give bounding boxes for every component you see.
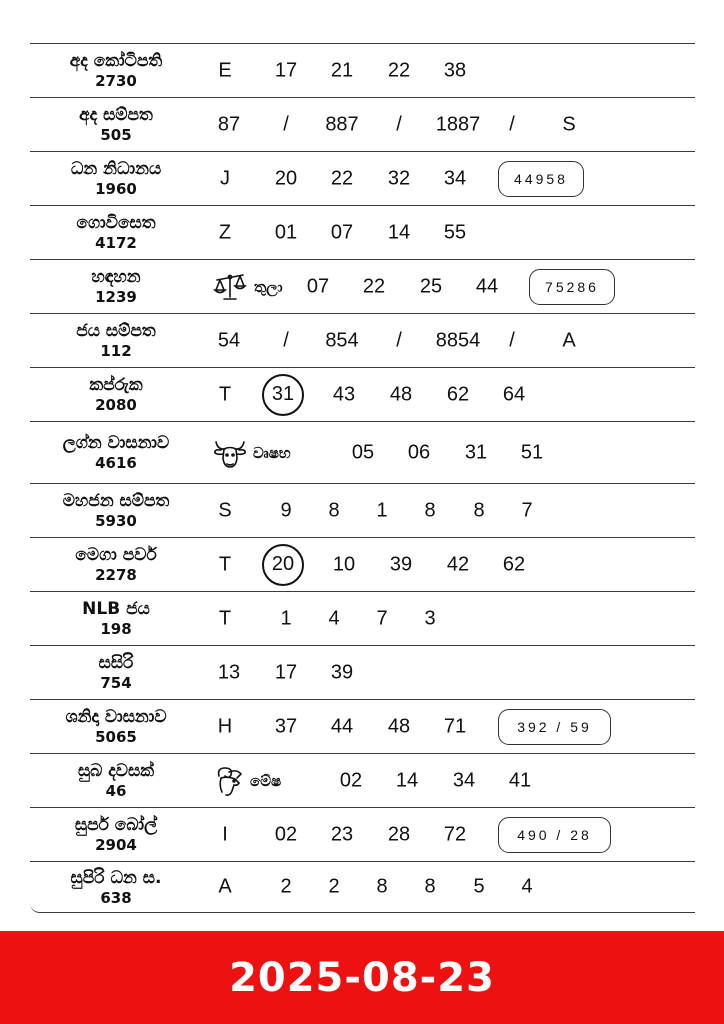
result-letter: T <box>218 383 232 405</box>
result-value: 38 <box>443 59 467 81</box>
draw-number: 1960 <box>95 180 137 198</box>
result-value: Z <box>218 221 232 243</box>
lottery-row <box>30 645 695 699</box>
draw-number: 1239 <box>95 288 137 306</box>
result-value: 48 <box>389 383 413 405</box>
result-value: 21 <box>330 59 354 81</box>
lottery-row <box>30 151 695 205</box>
result-separator: / <box>509 113 515 135</box>
bonus-number-badge: 75286 <box>529 269 615 305</box>
bonus-number-badge: 392 / 59 <box>498 709 611 745</box>
result-value: 72 <box>443 823 467 845</box>
result-value: 34 <box>452 769 476 791</box>
circled-number: 20 <box>262 544 304 586</box>
result-value: H <box>217 715 233 737</box>
result-value: J <box>220 167 230 189</box>
lottery-name-cell <box>30 152 202 205</box>
result-value: 07 <box>306 275 330 297</box>
result-value: 8 <box>376 875 388 898</box>
result-value: 25 <box>419 275 443 297</box>
result-value: 05 <box>351 441 375 463</box>
lottery-name: කප්රුක <box>89 375 143 395</box>
result-value: 887 <box>325 113 359 135</box>
result-value: 01 <box>274 221 298 243</box>
result-value: 1887 <box>435 113 481 135</box>
result-value: 51 <box>520 441 544 463</box>
draw-number: 5930 <box>95 512 137 530</box>
draw-number: 754 <box>100 674 132 692</box>
result-separator: / <box>396 329 402 351</box>
result-value: 2 <box>280 875 292 898</box>
result-value: 06 <box>407 441 431 463</box>
draw-number: 2730 <box>95 72 137 90</box>
result-value: 39 <box>389 553 413 575</box>
lottery-name-cell <box>30 368 202 421</box>
lottery-name: මෙගා පවර් <box>75 545 157 565</box>
lottery-name-cell <box>30 484 202 537</box>
result-value: 8854 <box>435 329 481 351</box>
result-value: A <box>218 875 232 898</box>
lottery-row <box>30 699 695 753</box>
lottery-name-cell <box>30 314 202 367</box>
zodiac-label: වෘෂභ <box>253 443 291 462</box>
result-value: 32 <box>387 167 411 189</box>
result-value: 8 <box>424 499 436 521</box>
draw-number: 198 <box>100 620 132 638</box>
result-value: 3 <box>424 607 436 629</box>
aries-ram-icon <box>213 764 245 798</box>
result-value: 43 <box>332 383 356 405</box>
lottery-row <box>30 367 695 421</box>
lottery-name: ජය සම්පත <box>76 321 156 341</box>
result-separator: / <box>283 329 289 351</box>
result-value: 7 <box>376 607 388 629</box>
zodiac-sign <box>213 272 283 302</box>
lottery-row <box>30 313 695 367</box>
taurus-bull-icon <box>212 436 248 470</box>
lottery-row <box>30 591 695 645</box>
lottery-name: ධන නිධානය <box>70 159 162 179</box>
result-value: A <box>562 329 576 351</box>
result-value: 20 <box>274 167 298 189</box>
result-value: 55 <box>443 221 467 243</box>
lottery-name: සුපිරි ධන ස. <box>70 867 162 888</box>
lottery-name: ගොවිසෙත <box>76 213 156 233</box>
result-value: 39 <box>330 661 354 683</box>
zodiac-sign <box>212 436 291 470</box>
lottery-name-cell <box>30 808 202 861</box>
lottery-name: ලග්න වාසනාව <box>62 433 170 453</box>
result-value: S <box>562 113 576 135</box>
result-value: 4 <box>521 875 533 898</box>
result-value: 37 <box>274 715 298 737</box>
lottery-name-cell <box>30 206 202 259</box>
draw-number: 4616 <box>95 454 137 472</box>
lottery-name-cell <box>30 538 202 591</box>
lottery-name-cell <box>30 862 202 912</box>
lottery-name: මහජන සම්පත <box>62 491 170 511</box>
circled-number: 31 <box>262 374 304 416</box>
libra-scales-icon <box>213 272 249 302</box>
result-value: 17 <box>274 661 298 683</box>
result-value: 1 <box>280 607 292 629</box>
draw-number: 4172 <box>95 234 137 252</box>
lottery-name: අද කෝටිපති <box>69 51 163 71</box>
result-value: 28 <box>387 823 411 845</box>
result-value: 02 <box>339 769 363 791</box>
result-value: 07 <box>330 221 354 243</box>
result-value: 22 <box>362 275 386 297</box>
lottery-name-cell <box>30 754 202 807</box>
result-value: 22 <box>330 167 354 189</box>
bonus-number-badge: 490 / 28 <box>498 817 611 853</box>
result-value: 1 <box>376 499 388 521</box>
result-value: 62 <box>502 553 526 575</box>
draw-number: 112 <box>100 342 132 360</box>
result-value: 64 <box>502 383 526 405</box>
draw-number: 2904 <box>95 836 137 854</box>
result-value: 8 <box>424 875 436 898</box>
lottery-row <box>30 43 695 97</box>
result-value: T <box>218 607 232 629</box>
result-value: 62 <box>446 383 470 405</box>
date-banner <box>0 931 724 1024</box>
draw-number: 505 <box>100 126 132 144</box>
result-value: 5 <box>473 875 485 898</box>
result-value: E <box>218 59 232 81</box>
lottery-name-cell <box>30 422 202 483</box>
result-value: 02 <box>274 823 298 845</box>
lottery-row <box>30 537 695 591</box>
result-value: 71 <box>443 715 467 737</box>
result-value: 31 <box>464 441 488 463</box>
result-date: 2025-08-23 <box>229 954 495 1001</box>
bonus-number-badge: 44958 <box>498 161 584 197</box>
lottery-row <box>30 807 695 861</box>
lottery-name: සුපර් බෝල් <box>74 815 158 835</box>
draw-number: 5065 <box>95 728 137 746</box>
result-separator: / <box>396 113 402 135</box>
lottery-row <box>30 861 695 913</box>
result-value: 10 <box>332 553 356 575</box>
draw-number: 46 <box>105 782 127 800</box>
lottery-name-cell <box>30 700 202 753</box>
lottery-name: සුබ දවසක් <box>77 761 155 781</box>
result-value: 14 <box>395 769 419 791</box>
result-separator: / <box>283 113 289 135</box>
result-value: 54 <box>217 329 241 351</box>
lottery-row <box>30 259 695 313</box>
result-value: 44 <box>330 715 354 737</box>
result-value: 7 <box>521 499 533 521</box>
result-value: 48 <box>387 715 411 737</box>
lottery-row <box>30 753 695 807</box>
lottery-results-table <box>30 43 695 913</box>
result-value: 23 <box>330 823 354 845</box>
result-value: 4 <box>328 607 340 629</box>
lottery-name: සසිරි <box>98 653 134 673</box>
result-value: S <box>218 499 232 521</box>
lottery-name: ශනිදා වාසනාව <box>65 707 167 727</box>
draw-number: 2080 <box>95 396 137 414</box>
lottery-name-cell <box>30 260 202 313</box>
result-value: 9 <box>280 499 292 521</box>
result-value: 2 <box>328 875 340 898</box>
result-value: 34 <box>443 167 467 189</box>
lottery-name: හඳහන <box>91 267 141 287</box>
lottery-row <box>30 97 695 151</box>
result-value: 13 <box>217 661 241 683</box>
result-value: 8 <box>328 499 340 521</box>
lottery-name: NLB ජය <box>82 599 150 619</box>
draw-number: 2278 <box>95 566 137 584</box>
lottery-name: අද සම්පත <box>79 105 153 125</box>
lottery-name-cell <box>30 592 202 645</box>
lottery-name-cell <box>30 646 202 699</box>
lottery-row <box>30 205 695 259</box>
result-value: 8 <box>473 499 485 521</box>
lottery-row <box>30 483 695 537</box>
result-value: 42 <box>446 553 470 575</box>
lottery-row <box>30 421 695 483</box>
zodiac-label: තුලා <box>254 277 283 296</box>
result-value: 17 <box>274 59 298 81</box>
result-value: 22 <box>387 59 411 81</box>
result-value: I <box>222 823 228 845</box>
lottery-name-cell <box>30 98 202 151</box>
result-separator: / <box>509 329 515 351</box>
zodiac-label: මේෂ <box>250 771 282 790</box>
zodiac-sign <box>213 764 281 798</box>
result-value: 87 <box>217 113 241 135</box>
result-letter: T <box>218 553 232 575</box>
result-value: 44 <box>475 275 499 297</box>
lottery-name-cell <box>30 44 202 97</box>
result-value: 41 <box>508 769 532 791</box>
draw-number: 638 <box>100 888 132 907</box>
result-value: 14 <box>387 221 411 243</box>
result-value: 854 <box>325 329 359 351</box>
